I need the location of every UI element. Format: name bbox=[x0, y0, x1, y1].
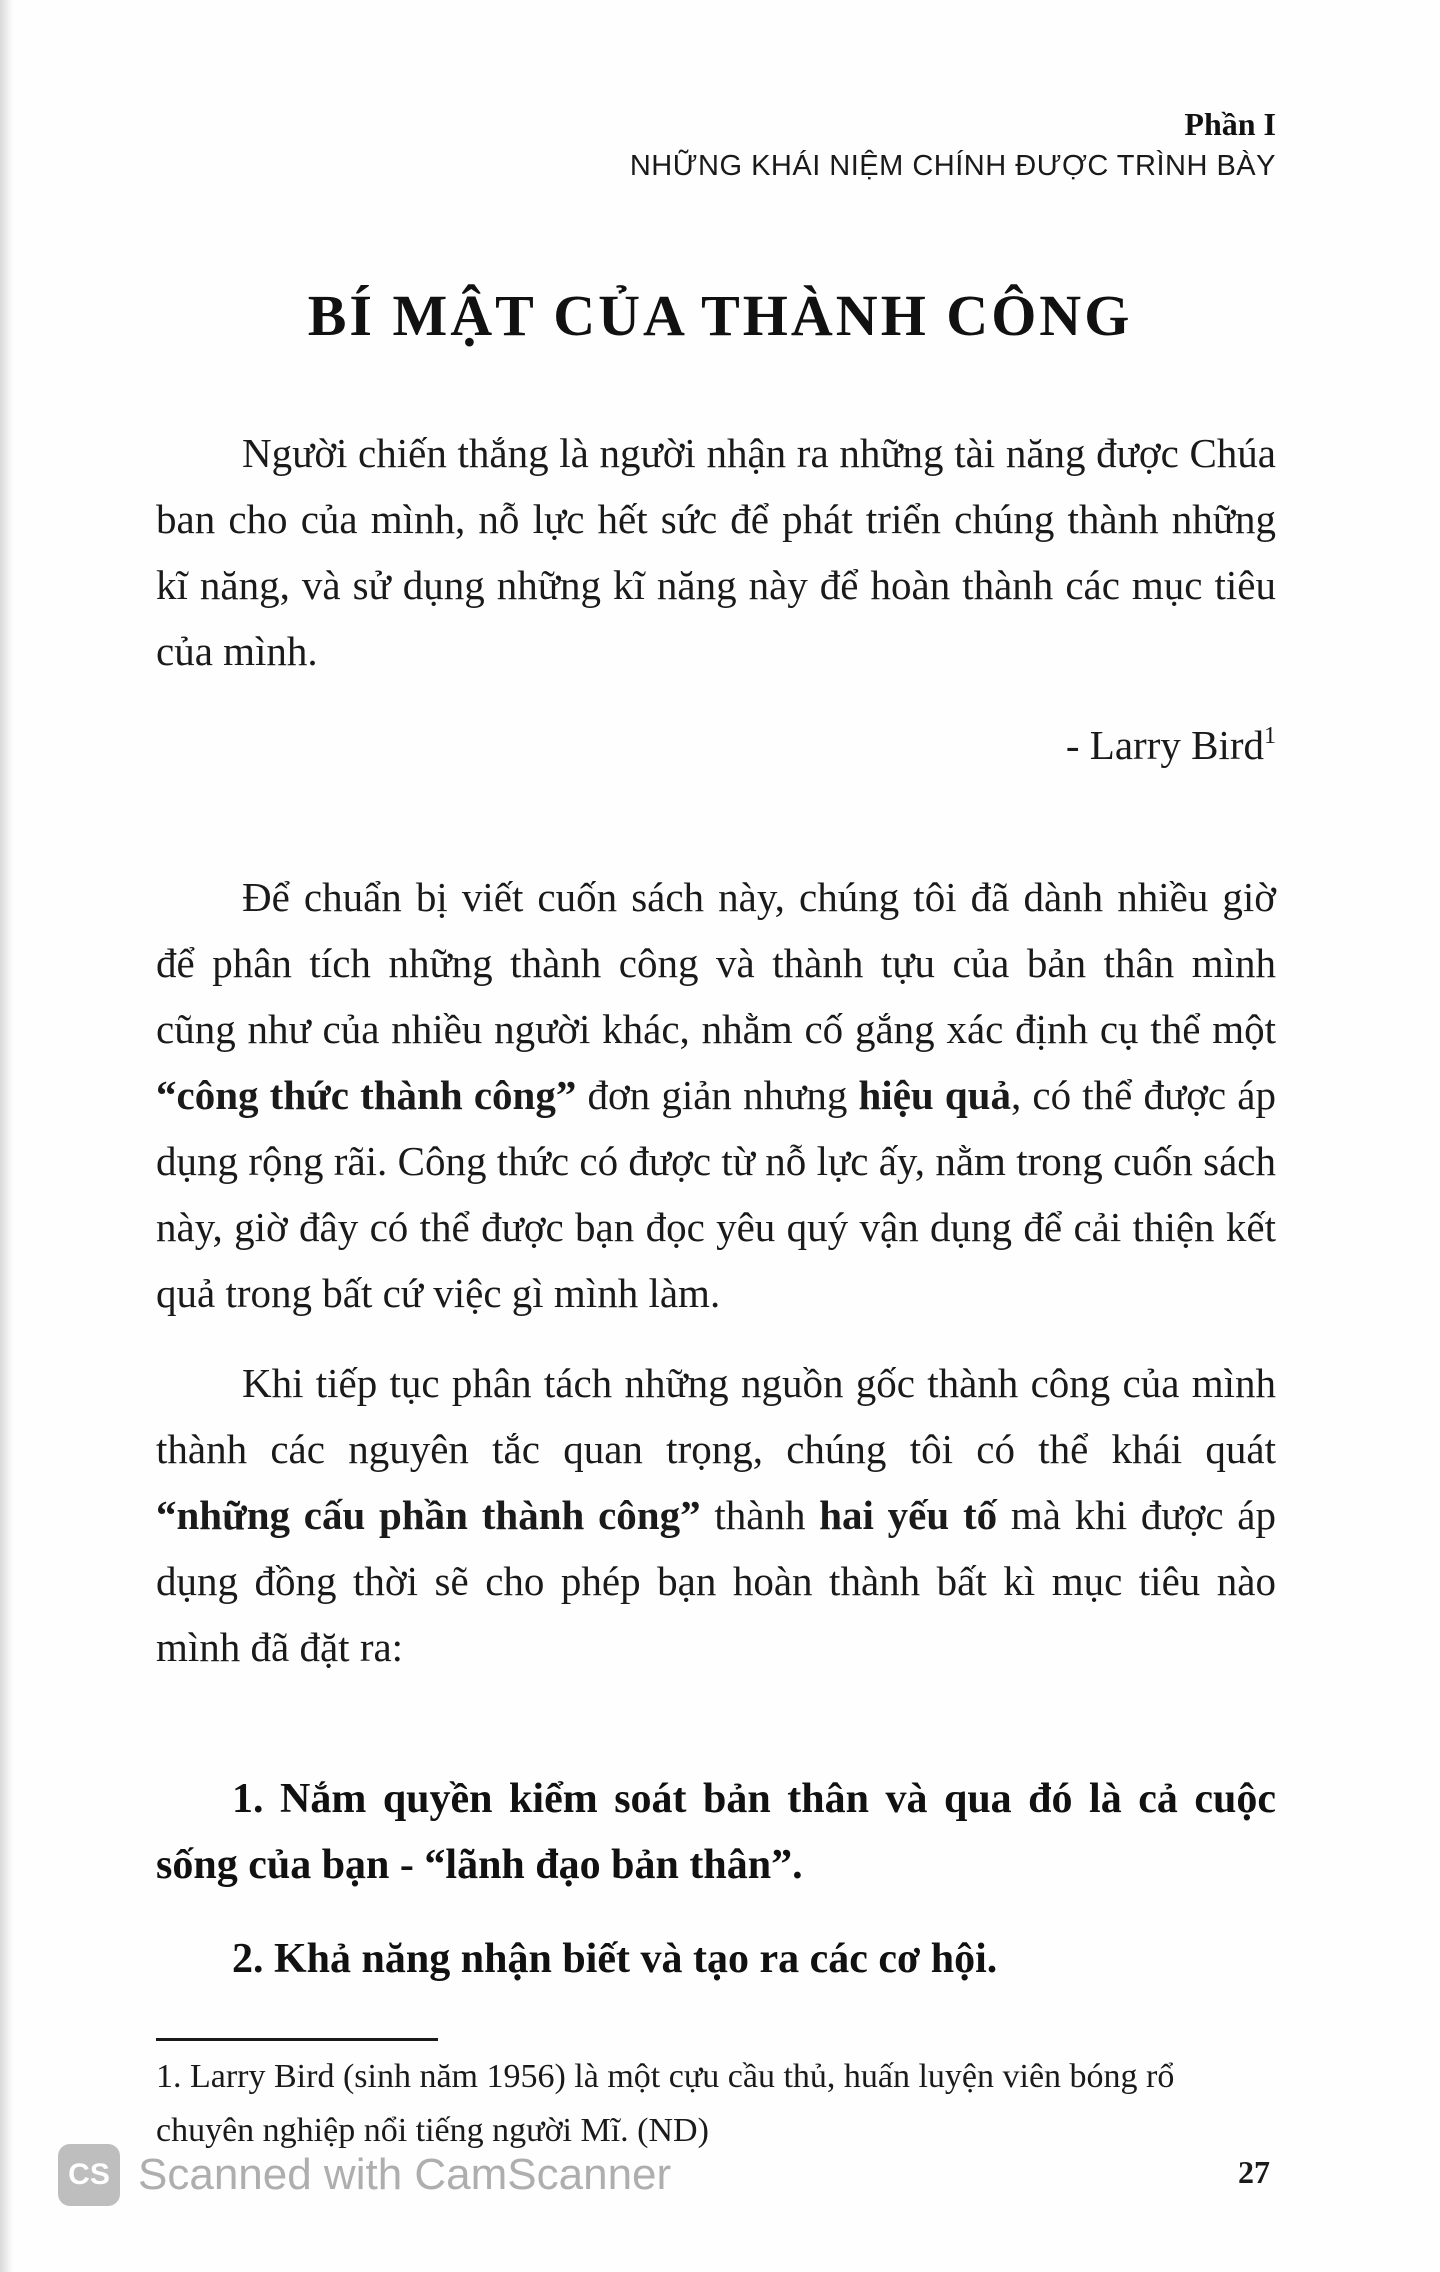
attribution-text: - Larry Bird bbox=[1065, 722, 1264, 768]
paragraph-1 bbox=[156, 864, 1276, 1326]
epigraph-text: Người chiến thắng là người nhận ra những tài năng được Chúa ban cho của mình, nỗ lực hết sức để phát triển chúng thành những kĩ năng, và sử dụng những kĩ năng này để hoàn thành các mục tiêu của mình. bbox=[156, 430, 1276, 674]
section-label: NHỮNG KHÁI NIỆM CHÍNH ĐƯỢC TRÌNH BÀY bbox=[629, 150, 1276, 182]
epigraph bbox=[156, 420, 1276, 684]
footnote-text: 1. Larry Bird (sinh năm 1956) là một cựu cầu thủ, huấn luyện viên bóng rổ chuyên nghiệp nổi tiếng người Mĩ. (ND) bbox=[156, 2058, 1175, 2149]
paragraph-1-bold-a: “công thức thành công” bbox=[156, 1072, 577, 1118]
footnote-divider bbox=[156, 2038, 438, 2041]
paragraph-2-text-b: thành bbox=[700, 1492, 820, 1538]
watermark-text: Scanned with CamScanner bbox=[138, 2150, 672, 2199]
page-binding-shadow bbox=[0, 0, 14, 2272]
paragraph-2-bold-a: “những cấu phần thành công” bbox=[156, 1492, 701, 1538]
part-label: Phần I bbox=[1184, 106, 1276, 142]
paragraph-1-text-a: Để chuẩn bị viết cuốn sách này, chúng tôi đã dành nhiều giờ để phân tích những thành công và thành tựu của bản thân mình cũng như của nhiều người khác, nhằm cố gắng xác định cụ thể một bbox=[156, 874, 1276, 1052]
running-head bbox=[630, 104, 1276, 188]
paragraph-2-bold-b: hai yếu tố bbox=[819, 1492, 998, 1538]
paragraph-1-text-c: , có thể được áp dụng rộng rãi. Công thức có được từ nỗ lực ấy, nằm trong cuốn sách này, giờ đây có thể được bạn đọc yêu quý vận dụng để cải thiện kết quả trong bất cứ việc gì mình làm. bbox=[156, 1072, 1276, 1316]
key-elements-list bbox=[156, 1766, 1276, 2020]
paragraph-2-text-c: mà khi được áp dụng đồng thời sẽ cho phép bạn hoàn thành bất kì mục tiêu nào mình đã đặt ra: bbox=[156, 1492, 1276, 1670]
list-item: 1. Nắm quyền kiểm soát bản thân và qua đó là cả cuộc sống của bạn - “lãnh đạo bản thân”. bbox=[156, 1776, 1276, 1888]
paragraph-2 bbox=[156, 1350, 1276, 1680]
paragraph-1-bold-b: hiệu quả bbox=[858, 1072, 1011, 1118]
camscanner-logo-icon: CS bbox=[58, 2144, 120, 2206]
page-number: 27 bbox=[1238, 2154, 1270, 2190]
chapter-title: BÍ MẬT CỦA THÀNH CÔNG bbox=[307, 283, 1133, 348]
footnote-reference: 1 bbox=[1264, 723, 1276, 749]
paragraph-1-text-b: đơn giản nhưng bbox=[576, 1072, 859, 1118]
camscanner-watermark bbox=[58, 2144, 671, 2206]
main-text bbox=[156, 864, 1276, 1704]
paragraph-2-text-a: Khi tiếp tục phân tách những nguồn gốc thành công của mình thành các nguyên tắc quan trọng, chúng tôi có thể khái quát bbox=[156, 1360, 1276, 1472]
list-item: 2. Khả năng nhận biết và tạo ra các cơ hội. bbox=[232, 1936, 998, 1982]
footnote bbox=[156, 2050, 1276, 2158]
epigraph-attribution bbox=[1066, 712, 1276, 778]
